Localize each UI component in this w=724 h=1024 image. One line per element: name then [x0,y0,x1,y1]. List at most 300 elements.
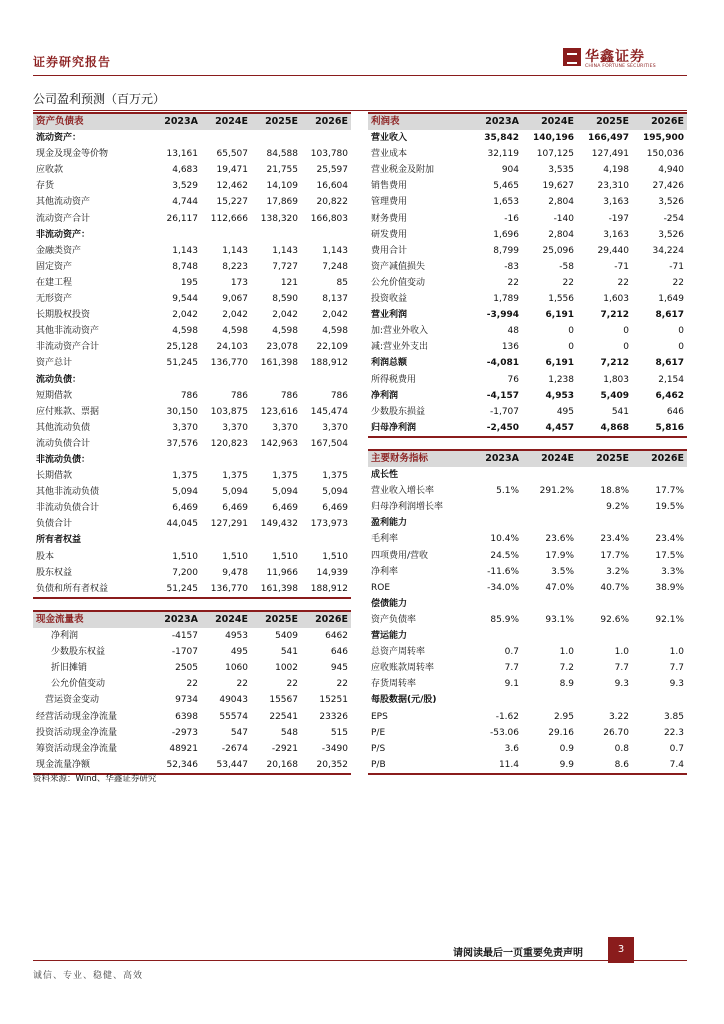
cell-value: 7,212 [600,310,629,321]
cashflow-title: 现金流量表 [33,611,151,628]
table-row [33,549,351,565]
row-label: 净利润 [371,390,399,401]
table-row [33,307,351,323]
cell-value: 85 [336,277,348,288]
cell-value: 127,491 [591,149,629,160]
cell-value: 4,598 [222,326,248,337]
cell-value: 29.16 [548,727,574,738]
cell-value: -3,994 [486,310,519,321]
cashflow-header-row [33,611,351,628]
cell-value: 786 [230,390,248,401]
cell-value: 15567 [269,695,298,706]
cell-value: 30,150 [166,406,198,417]
cell-value: -2674 [221,743,248,754]
cell-value: 6,469 [272,503,298,514]
cell-value: 13,161 [166,149,198,160]
cell-value [632,596,687,612]
row-label: 减:营业外支出 [371,342,429,353]
cell-value: -140 [553,213,574,224]
cell-value: -1707 [171,647,198,658]
table-row [33,243,351,259]
table-row [368,612,687,628]
cell-value [301,227,351,243]
cell-value: 24,103 [216,342,248,353]
table-row [368,467,687,483]
table-row [368,355,687,371]
table-row [368,339,687,355]
cell-value: 6462 [325,631,348,642]
balance-title: 资产负债表 [33,113,151,130]
table-row [33,194,351,210]
cell-value: 15251 [319,695,348,706]
balance-header-row [33,113,351,130]
cell-value: 6,191 [545,310,574,321]
cell-value: 103,780 [310,149,348,160]
cell-value: 291.2% [539,486,574,497]
cell-value: 2.95 [553,711,574,722]
row-label: 其他流动资产 [36,197,91,208]
table-row [33,130,351,146]
row-label: 管理费用 [371,197,408,208]
row-label: 营业成本 [371,149,408,160]
cell-value: -3490 [321,743,348,754]
table-row [368,596,687,612]
cell-value: 188,912 [301,581,351,598]
cell-value [632,628,687,644]
column-header: 2024E [522,450,577,467]
cell-value [151,372,201,388]
table-row [33,709,351,725]
table-row [368,291,687,307]
cell-value: 123,616 [260,406,298,417]
cell-value: 55574 [219,711,248,722]
cell-value: 138,320 [260,213,298,224]
table-row [368,307,687,323]
table-row [33,581,351,598]
company-motto: 诚信、专业、稳健、高效 [33,971,144,981]
cell-value: 52,346 [151,757,201,774]
cell-value: 14,939 [316,567,348,578]
income-title: 利润表 [368,113,467,130]
table-row [33,227,351,243]
cell-value: 9,544 [172,294,198,305]
cell-value: 107,125 [536,149,574,160]
cell-value: 1,143 [222,245,248,256]
cell-value: 65,507 [216,149,248,160]
cell-value [251,372,301,388]
cell-value: 173,973 [310,519,348,530]
cell-value [301,452,351,468]
cell-value: 9.3 [669,679,684,690]
cell-value: 22.3 [663,727,684,738]
cell-value: 5,094 [172,487,198,498]
cell-value: 6398 [175,711,198,722]
cell-value: 2,042 [322,310,348,321]
cell-value: 120,823 [210,438,248,449]
cell-value [467,515,522,531]
cell-value: 12,462 [216,181,248,192]
cell-value: 25,096 [542,245,574,256]
cell-value: 34,224 [652,245,684,256]
cell-value: 22 [562,277,574,288]
row-label: P/E [371,727,386,738]
row-label: 应付账款、票据 [36,406,100,417]
row-label: 盈利能力 [371,518,408,529]
row-label: 毛利率 [371,534,399,545]
cell-value: 11,966 [266,567,298,578]
cell-value [632,467,687,483]
cell-value: 3.85 [663,711,684,722]
table-row [33,355,351,371]
cell-value [632,515,687,531]
cell-value: 188,912 [310,358,348,369]
cell-value: 3,370 [272,422,298,433]
row-label: 营运资金变动 [45,695,100,706]
table-row [368,323,687,339]
cell-value: 8.6 [577,757,632,774]
cell-value: 4,198 [603,165,629,176]
cell-value: 85.9% [490,614,519,625]
cell-value: -53.06 [489,727,519,738]
cell-value: 32,119 [487,149,519,160]
cell-value: 6,469 [172,503,198,514]
row-label: 在建工程 [36,277,73,288]
cell-value [577,692,632,708]
cell-value: 40.7% [600,582,629,593]
logo-english-name: CHINA FORTUNE SECURITIES [585,64,656,69]
table-row [33,275,351,291]
row-label: 每股数据(元/股) [371,695,437,706]
cell-value: 37,576 [166,438,198,449]
cell-value: 3,526 [658,229,684,240]
row-label: P/B [368,757,467,774]
row-label: 成长性 [371,470,399,481]
cell-value: 20,352 [301,757,351,774]
cell-value: 140,196 [533,133,574,144]
cell-value: 25,597 [316,165,348,176]
cell-value: 1,510 [272,551,298,562]
row-label: 非流动负债： [36,454,91,465]
cell-value: 1060 [225,663,248,674]
cell-value: 3,370 [172,422,198,433]
cell-value: 0 [678,326,684,337]
cell-value: 150,036 [646,149,684,160]
table-row [368,404,687,420]
row-label: 营运能力 [371,631,408,642]
row-label: 净利率 [371,566,399,577]
cell-value: 3,535 [548,165,574,176]
table-row [33,436,351,452]
cell-value: 5,409 [600,390,629,401]
cell-value: 18.8% [600,486,629,497]
column-header: 2026E [301,113,351,130]
table-row [368,259,687,275]
row-label: 净利润 [51,631,79,642]
cell-value: 2,804 [548,197,574,208]
cell-value: 1.0 [669,647,684,658]
row-label: 归母净利润 [368,420,467,437]
cell-value: 5,094 [272,487,298,498]
cell-value: 0 [623,342,629,353]
cell-value: 8,223 [222,261,248,272]
row-label: 固定资产 [36,261,73,272]
cell-value [251,130,301,146]
cell-value: 3.2% [606,566,629,577]
cell-value: 1,510 [222,551,248,562]
cell-value [632,692,687,708]
cell-value: 23326 [319,711,348,722]
table-row [33,211,351,227]
cell-value: 1,603 [603,294,629,305]
cell-value: 26,117 [166,213,198,224]
row-label: 流动资产合计 [36,213,91,224]
cell-value: -16 [504,213,519,224]
cell-value: 14,109 [266,181,298,192]
cell-value: 786 [330,390,348,401]
table-row [33,323,351,339]
cell-value: 47.0% [545,582,574,593]
cell-value: 6,469 [222,503,248,514]
column-header: 2024E [522,113,577,130]
row-label: 投资收益 [371,294,408,305]
column-header: 2023A [467,450,522,467]
table-row [368,725,687,741]
table-row [368,388,687,404]
cell-value [467,692,522,708]
row-label: 少数股东权益 [51,647,106,658]
cell-value [577,515,632,531]
table-row [33,628,351,644]
cell-value: 646 [330,647,348,658]
row-label: 存货 [36,181,55,192]
cell-value: 22 [617,277,629,288]
income-header-row [368,113,687,130]
cell-value [151,452,201,468]
cell-value: 84,588 [266,149,298,160]
cell-value: 76 [507,374,519,385]
cell-value [151,130,201,146]
table-row [33,565,351,581]
cell-value: 5,465 [493,181,519,192]
table-row [33,692,351,708]
cell-value: 3,529 [172,181,198,192]
cell-value: 4,744 [172,197,198,208]
cell-value: 9,478 [222,567,248,578]
table-row [33,420,351,436]
subtitle-divider [33,110,687,111]
cell-value: 495 [556,406,574,417]
table-row [368,483,687,499]
cell-value: 3.22 [608,711,629,722]
row-label: 偿债能力 [371,598,408,609]
column-header: 2025E [251,611,301,628]
cell-value: 17,869 [266,197,298,208]
cell-value: 7.2 [559,663,574,674]
cell-value [467,499,522,515]
table-row [368,211,687,227]
table-row [368,628,687,644]
cell-value: 1,375 [322,471,348,482]
cell-value: 49043 [219,695,248,706]
cell-value: 3.5% [551,566,574,577]
cell-value [577,596,632,612]
cell-value: 7,248 [322,261,348,272]
row-label: 应收账款周转率 [371,663,435,674]
row-label: 资产总计 [36,358,73,369]
row-label: 利润总额 [371,358,408,369]
cell-value: 23.6% [545,534,574,545]
cell-value: 3.6 [504,743,519,754]
data-source-note: 资料来源：Wind、华鑫证券研究 [33,774,157,784]
cell-value: 22,109 [316,342,348,353]
column-header: 2025E [577,113,632,130]
cell-value: 3,526 [658,197,684,208]
cell-value: 2,154 [658,374,684,385]
cell-value: 48 [507,326,519,337]
cell-value [151,532,201,548]
column-header: 2026E [632,450,687,467]
cell-value: 7.4 [632,757,687,774]
row-label: 折旧摊销 [51,663,88,674]
cell-value: 103,875 [210,406,248,417]
cell-value: 142,963 [260,438,298,449]
cell-value: 0.8 [614,743,629,754]
cell-value: 6,462 [655,390,684,401]
cell-value: 1,143 [172,245,198,256]
cell-value: 547 [230,727,248,738]
table-row [368,644,687,660]
cell-value: 4,940 [658,165,684,176]
cell-value: 23.4% [600,534,629,545]
cell-value: 38.9% [655,582,684,593]
cell-value: 27,426 [652,181,684,192]
cell-value: 0.9 [559,743,574,754]
row-label: 所得税费用 [371,374,417,385]
cell-value [201,130,251,146]
cell-value: 7.7 [614,663,629,674]
cell-value: 1,375 [222,471,248,482]
cell-value: 8,799 [493,245,519,256]
table-row [368,580,687,596]
cell-value: 1,510 [322,551,348,562]
table-row [368,676,687,692]
row-label: 金融类资产 [36,245,82,256]
cell-value: 26.70 [603,727,629,738]
cell-value [251,452,301,468]
cell-value: 1,556 [548,294,574,305]
table-row [33,484,351,500]
table-row [368,499,687,515]
disclaimer-link[interactable]: 请阅读最后一页重要免责声明 [453,948,583,959]
table-row [33,388,351,404]
balance-sheet-table [33,112,351,599]
cell-value: 22 [236,679,248,690]
row-label: 所有者权益 [36,535,82,546]
cell-value: 7.7 [669,663,684,674]
table-row [33,452,351,468]
cell-value: 17.7% [600,550,629,561]
cell-value: 53,447 [201,757,251,774]
column-header: 2024E [201,611,251,628]
table-row [368,275,687,291]
row-label: 短期借款 [36,390,73,401]
row-label: 长期借款 [36,471,73,482]
table-row [33,725,351,741]
cell-value: 5,094 [322,487,348,498]
cell-value: 195,900 [643,133,684,144]
column-header: 2023A [151,611,201,628]
cell-value: 166,803 [310,213,348,224]
table-row [33,741,351,757]
cell-value: -71 [669,261,684,272]
income-statement-table [368,112,687,438]
table-row [368,709,687,725]
row-label: 其他非流动负债 [36,487,100,498]
table-row [368,178,687,194]
row-label: 公允价值变动 [371,277,426,288]
cell-value: 945 [330,663,348,674]
row-label: 流动负债合计 [36,438,91,449]
cell-value: 23.4% [655,534,684,545]
cell-value [522,499,577,515]
table-row [368,531,687,547]
cell-value: 1,653 [493,197,519,208]
cell-value: -34.0% [487,582,519,593]
cell-value: 92.1% [655,614,684,625]
row-label: 销售费用 [371,181,408,192]
row-label: 流动资产： [36,133,82,144]
row-label: 股本 [36,551,55,562]
table-row [33,372,351,388]
cell-value: 4,598 [172,326,198,337]
table-row [33,291,351,307]
report-type-title: 证券研究报告 [33,55,112,69]
cell-value: -2973 [171,727,198,738]
cell-value: 17.5% [655,550,684,561]
company-logo [563,46,683,74]
row-label: 负债和所有者权益 [33,581,151,598]
column-header: 2025E [251,113,301,130]
cell-value: 8,137 [322,294,348,305]
cell-value: 23,310 [597,181,629,192]
row-label: 归母净利润增长率 [371,502,444,513]
cell-value: 1,803 [603,374,629,385]
table-row [368,420,687,437]
row-label: 其他非流动资产 [36,326,100,337]
table-row [33,468,351,484]
cell-value: 161,398 [251,581,301,598]
row-label: 筹资活动现金净流量 [36,743,118,754]
cell-value [467,596,522,612]
table-row [368,741,687,757]
cell-value: 548 [280,727,298,738]
cell-value: 5,094 [222,487,248,498]
cell-value [301,532,351,548]
table-row [33,660,351,676]
forecast-title: 公司盈利预测（百万元） [33,92,166,106]
cell-value: 3.3% [661,566,684,577]
cell-value: 0 [568,342,574,353]
cell-value: 92.6% [600,614,629,625]
cell-value: 3,163 [603,229,629,240]
row-label: 非流动负债合计 [36,503,100,514]
cell-value: 4,457 [522,420,577,437]
cell-value: -2921 [271,743,298,754]
cell-value: 7.7 [504,663,519,674]
cell-value: 0.7 [669,743,684,754]
cell-value: 29,440 [597,245,629,256]
cell-value: 8.9 [559,679,574,690]
